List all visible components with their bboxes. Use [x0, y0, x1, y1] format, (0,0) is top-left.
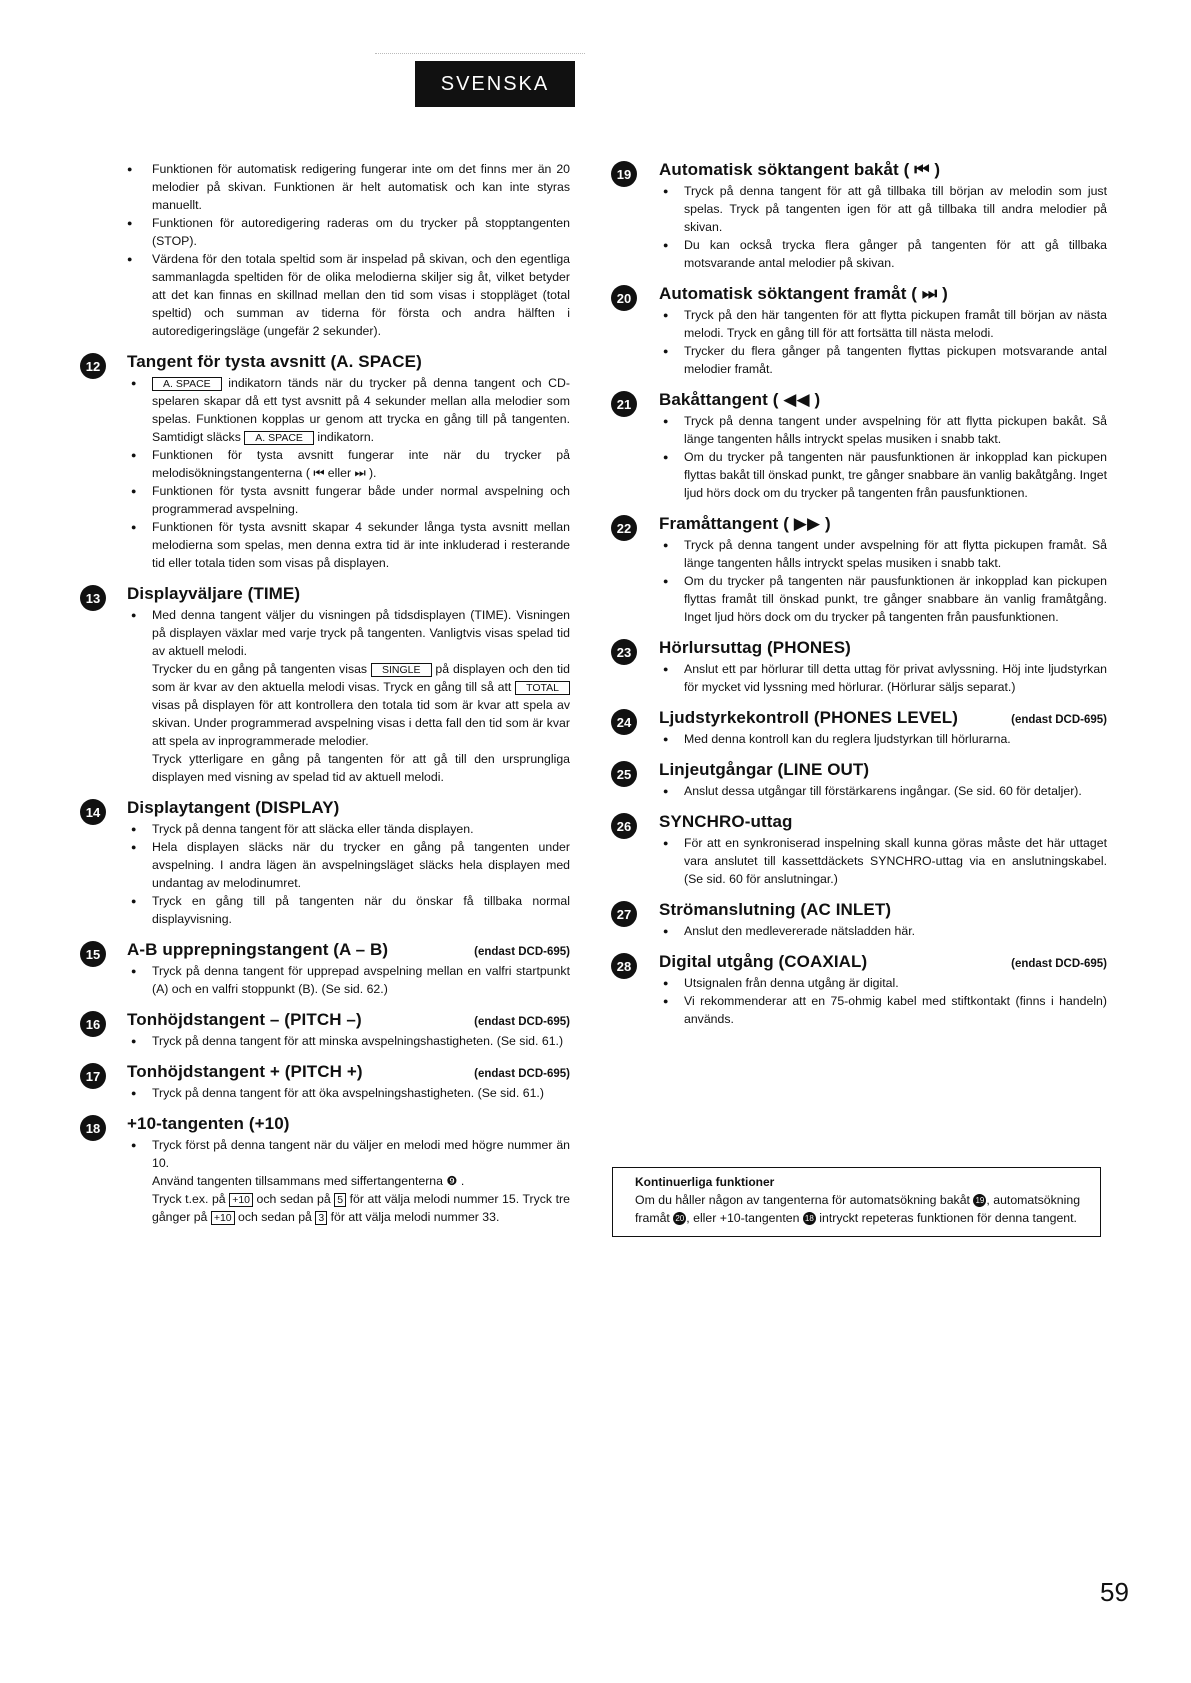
key-label: 5 [334, 1193, 346, 1207]
list-item: ● Tryck på den här tangenten för att flytta pickupen framåt till början av nästa melodi. Tryck en gång till för att fortsätta till nästa melodi. [659, 306, 1107, 342]
intro-list [80, 160, 570, 340]
paragraph: Tryck ytterligare en gång på tangenten för att gå till den ursprungliga displayen med visning av spelad tid av aktuell melodi. [152, 752, 570, 784]
model-note: (endast DCD-695) [474, 1016, 570, 1028]
section-title: Displayväljare (TIME) [127, 584, 301, 603]
text: och sedan på [234, 1210, 316, 1224]
section-number-19: 19 [611, 161, 637, 187]
section-number-13: 13 [80, 585, 106, 611]
section-number-20: 20 [611, 285, 637, 311]
indicator-label: A. SPACE [152, 377, 222, 391]
key-label: +10 [229, 1193, 253, 1207]
model-note: (endast DCD-695) [474, 1068, 570, 1080]
section-title: Tonhöjdstangent – (PITCH –) [127, 1010, 362, 1029]
text: Trycker du en gång på tangenten visas [152, 662, 371, 676]
text: , automatsökning framåt [635, 1193, 1081, 1225]
list-item: ● Anslut ett par hörlurar till detta uttag för privat avlyssning. Höj inte ljudstyrkan för mycket vid lyssning med hörlurar. (Hörlurar säljs separat.) [659, 660, 1107, 696]
section-title: Ljudstyrkekontroll (PHONES LEVEL) [659, 708, 958, 727]
key-label: 3 [315, 1211, 327, 1225]
section-number-14: 14 [80, 799, 106, 825]
list-item: ● Anslut den medlevererade nätsladden här. [659, 922, 1107, 940]
list-item: ● Om du trycker på tangenten när pausfunktionen är inkopplad kan pickupen flyttas bakåt till önskad punkt, tre gånger snabbare än vanlig bakåtgång. Inget ljud hörs dock om du trycker på tangenten från pausfunktionen. [659, 448, 1107, 502]
section-25 [612, 760, 1107, 800]
section-19 [612, 160, 1107, 272]
section-14 [80, 798, 570, 928]
section-number-15: 15 [80, 941, 106, 967]
list-item: ● Funktionen för autoredigering raderas om du trycker på stopptangenten (STOP). [80, 214, 570, 250]
section-number-21: 21 [611, 391, 637, 417]
section-20 [612, 284, 1107, 378]
list-item: ● Funktionen för tysta avsnitt skapar 4 sekunder långa tysta avsnitt mellan melodierna som spelas, men denna extra tid är inte inkluderad i resterande tid eller totala tiden som visas på displayen. [127, 518, 570, 572]
list-item: ● Tryck på denna tangent för att öka avspelningshastigheten. (Se sid. 61.) [127, 1084, 570, 1102]
list-item: ● Om du trycker på tangenten när pausfunktionen är inkopplad kan pickupen flyttas framåt till önskad punkt, tre gånger snabbare än vanlig framåtgång. Inget ljud hörs dock om du trycker på tangenten från pausfunktionen. [659, 572, 1107, 626]
list-item: ● Vi rekommenderar att en 75-ohmig kabel med stiftkontakt (finns i handeln) används. [659, 992, 1107, 1028]
note-title: Kontinuerliga funktioner [635, 1175, 775, 1189]
section-number-23: 23 [611, 639, 637, 665]
text: Om du håller någon av tangenterna för automatsökning bakåt [635, 1193, 974, 1207]
list-item: ● Tryck på denna tangent för att släcka eller tända displayen. [127, 820, 570, 838]
section-title: A-B upprepningstangent (A – B) [127, 940, 389, 959]
text: för att välja melodi nummer 15. Tryck tre gånger på [152, 1192, 570, 1224]
section-title: Automatisk söktangent bakåt ( ⏮ ) [659, 160, 941, 179]
list-item: ● Hela displayen släcks när du trycker en gång på tangenten under avspelning. I andra lägen än avspelningsläget släcks hela displayen med undantag av melodinumret. [127, 838, 570, 892]
text: visas på displayen för att kontrollera den totala tid som är kvar att spela av skivan. Under programmerad avspelning visas i detta fall den tid som är kvar att spela av inprogrammerade melodier. [152, 698, 570, 748]
model-note: (endast DCD-695) [474, 946, 570, 958]
reference-number: 18 [803, 1212, 816, 1225]
section-title: Bakåttangent ( ◀◀ ) [659, 390, 821, 409]
page-number: 59 [1100, 1577, 1129, 1607]
list-item: ● Tryck på denna tangent för att minska avspelningshastigheten. (Se sid. 61.) [127, 1032, 570, 1050]
list-item: ● För att en synkroniserad inspelning skall kunna göras måste det här uttaget vara anslutet till kassettdäckets SYNCHRO-uttag via en anslutningskabel. (Se sid. 60 för anslutningar.) [659, 834, 1107, 888]
section-title: Framåttangent ( ▶▶ ) [659, 514, 831, 533]
list-item: ● Tryck på denna tangent under avspelning för att flytta pickupen framåt. Så länge tangenten hålls intryckt spelas musiken i snabb takt. [659, 536, 1107, 572]
continuous-functions-note [612, 1167, 1101, 1237]
model-note: (endast DCD-695) [1011, 714, 1107, 726]
right-column [612, 160, 1107, 1028]
text: Tryck t.ex. på [152, 1192, 230, 1206]
section-title: Tonhöjdstangent + (PITCH +) [127, 1062, 363, 1081]
section-number-12: 12 [80, 353, 106, 379]
key-label: +10 [211, 1211, 235, 1225]
section-title: Hörlursuttag (PHONES) [659, 638, 851, 657]
model-note: (endast DCD-695) [1011, 958, 1107, 970]
section-22 [612, 514, 1107, 626]
section-24 [612, 708, 1107, 748]
section-title: Tangent för tysta avsnitt (A. SPACE) [127, 352, 422, 371]
section-title: Strömanslutning (AC INLET) [659, 900, 892, 919]
list-item: ● Tryck först på denna tangent när du väljer en melodi med högre nummer än 10. [127, 1136, 570, 1172]
list-item: ● Anslut dessa utgångar till förstärkarens ingångar. (Se sid. 60 för detaljer). [659, 782, 1107, 800]
section-title: SYNCHRO-uttag [659, 812, 793, 831]
indicator-label: TOTAL [515, 681, 570, 695]
text: på displayen och den tid som är kvar av den aktuella melodi visas. Tryck en gång till så att [152, 662, 570, 694]
list-item: ● Du kan också trycka flera gånger på tangenten för att gå tillbaka motsvarande antal melodier på skivan. [659, 236, 1107, 272]
section-title: Automatisk söktangent framåt ( ⏭ ) [659, 284, 948, 303]
section-27 [612, 900, 1107, 940]
indicator-label: A. SPACE [244, 431, 314, 445]
section-17 [80, 1062, 570, 1102]
section-number-26: 26 [611, 813, 637, 839]
section-13 [80, 584, 570, 786]
list-item: ● Med denna kontroll kan du reglera ljudstyrkan till hörlurarna. [659, 730, 1107, 748]
section-number-24: 24 [611, 709, 637, 735]
section-title: Digital utgång (COAXIAL) [659, 952, 868, 971]
section-26 [612, 812, 1107, 888]
reference-number: 19 [973, 1194, 986, 1207]
note-body [635, 1191, 1090, 1227]
list-item: ● Tryck på denna tangent under avspelning för att flytta pickupen bakåt. Så länge tangenten hålls intryckt spelas musiken i snabb takt. [659, 412, 1107, 448]
list-item: ● Funktionen för tysta avsnitt fungerar både under normal avspelning och programmerad avspelning. [127, 482, 570, 518]
indicator-label: SINGLE [371, 663, 432, 677]
section-23 [612, 638, 1107, 696]
list-item: ● Tryck på denna tangent för att gå tillbaka till början av melodin som just spelas. Tryck på tangenten igen för att gå tillbaka till andra melodier på skivan. [659, 182, 1107, 236]
list-item: ● Tryck på denna tangent för upprepad avspelning mellan en valfri startpunkt (A) och en valfri stoppunkt (B). (Se sid. 62.) [127, 962, 570, 998]
section-18 [80, 1114, 570, 1226]
list-item: ● Utsignalen från denna utgång är digital. [659, 974, 1107, 992]
section-title: Displaytangent (DISPLAY) [127, 798, 340, 817]
paragraph [127, 660, 570, 750]
section-number-22: 22 [611, 515, 637, 541]
paragraph: Använd tangenten tillsammans med siffertangenterna ❾ . [152, 1174, 465, 1188]
section-16 [80, 1010, 570, 1050]
list-item: ● Funktionen för tysta avsnitt fungerar inte när du trycker på melodisökningstangenterna ( ⏮ eller ⏭ ). [127, 446, 570, 482]
text: intryckt repeteras funktionen för denna tangent. [815, 1211, 1077, 1225]
section-number-25: 25 [611, 761, 637, 787]
text: , eller +10-tangenten [686, 1211, 803, 1225]
language-tab: SVENSKA [415, 61, 575, 107]
text: för att välja melodi nummer 33. [327, 1210, 500, 1224]
list-item: ● Tryck en gång till på tangenten när du önskar få tillbaka normal displayvisning. [127, 892, 570, 928]
text: och sedan på [253, 1192, 335, 1206]
list-item [127, 374, 570, 446]
section-15 [80, 940, 570, 998]
list-item: ● Funktionen för automatisk redigering fungerar inte om det finns mer än 20 melodier på skivan. Funktionen är helt automatisk och kan inte styras manuellt. [80, 160, 570, 214]
section-12 [80, 352, 570, 572]
left-column [80, 160, 570, 1226]
list-item: ● Värdena för den totala speltid som är inspelad på skivan, och den egentliga sammanlagda speltiden för de olika melodierna skiljer sig åt, vilket betyder att det kan finnas en skillnad mellan den tid som visas i stoppläget (total speltid) och summan av tiderna för första och andra hälften i autoredigeringsläge (ungefär 2 sekunder). [80, 250, 570, 340]
section-number-16: 16 [80, 1011, 106, 1037]
reference-number: 20 [673, 1212, 686, 1225]
list-item: ● Trycker du flera gånger på tangenten flyttas pickupen motsvarande antal melodier framåt. [659, 342, 1107, 378]
list-item: ● Med denna tangent väljer du visningen på tidsdisplayen (TIME). Visningen på displayen växlar med varje tryck på tangenten. Vanligtvis visas spelad tid av aktuell melodi. [127, 606, 570, 660]
section-title: +10-tangenten (+10) [127, 1114, 290, 1133]
section-number-17: 17 [80, 1063, 106, 1089]
text: indikatorn tänds när du trycker på denna tangent och CD-spelaren skapar då ett tyst avsnitt på 4 sekunder mellan alla melodier som spelas. Funktionen kopplas ur genom att trycka en gång till på tangenten. Samtidigt släcks [152, 376, 570, 444]
text: indikatorn. [313, 430, 375, 444]
section-21 [612, 390, 1107, 502]
section-28 [612, 952, 1107, 1028]
paragraph [127, 1190, 570, 1226]
section-number-27: 27 [611, 901, 637, 927]
section-number-18: 18 [80, 1115, 106, 1141]
section-number-28: 28 [611, 953, 637, 979]
section-title: Linjeutgångar (LINE OUT) [659, 760, 870, 779]
